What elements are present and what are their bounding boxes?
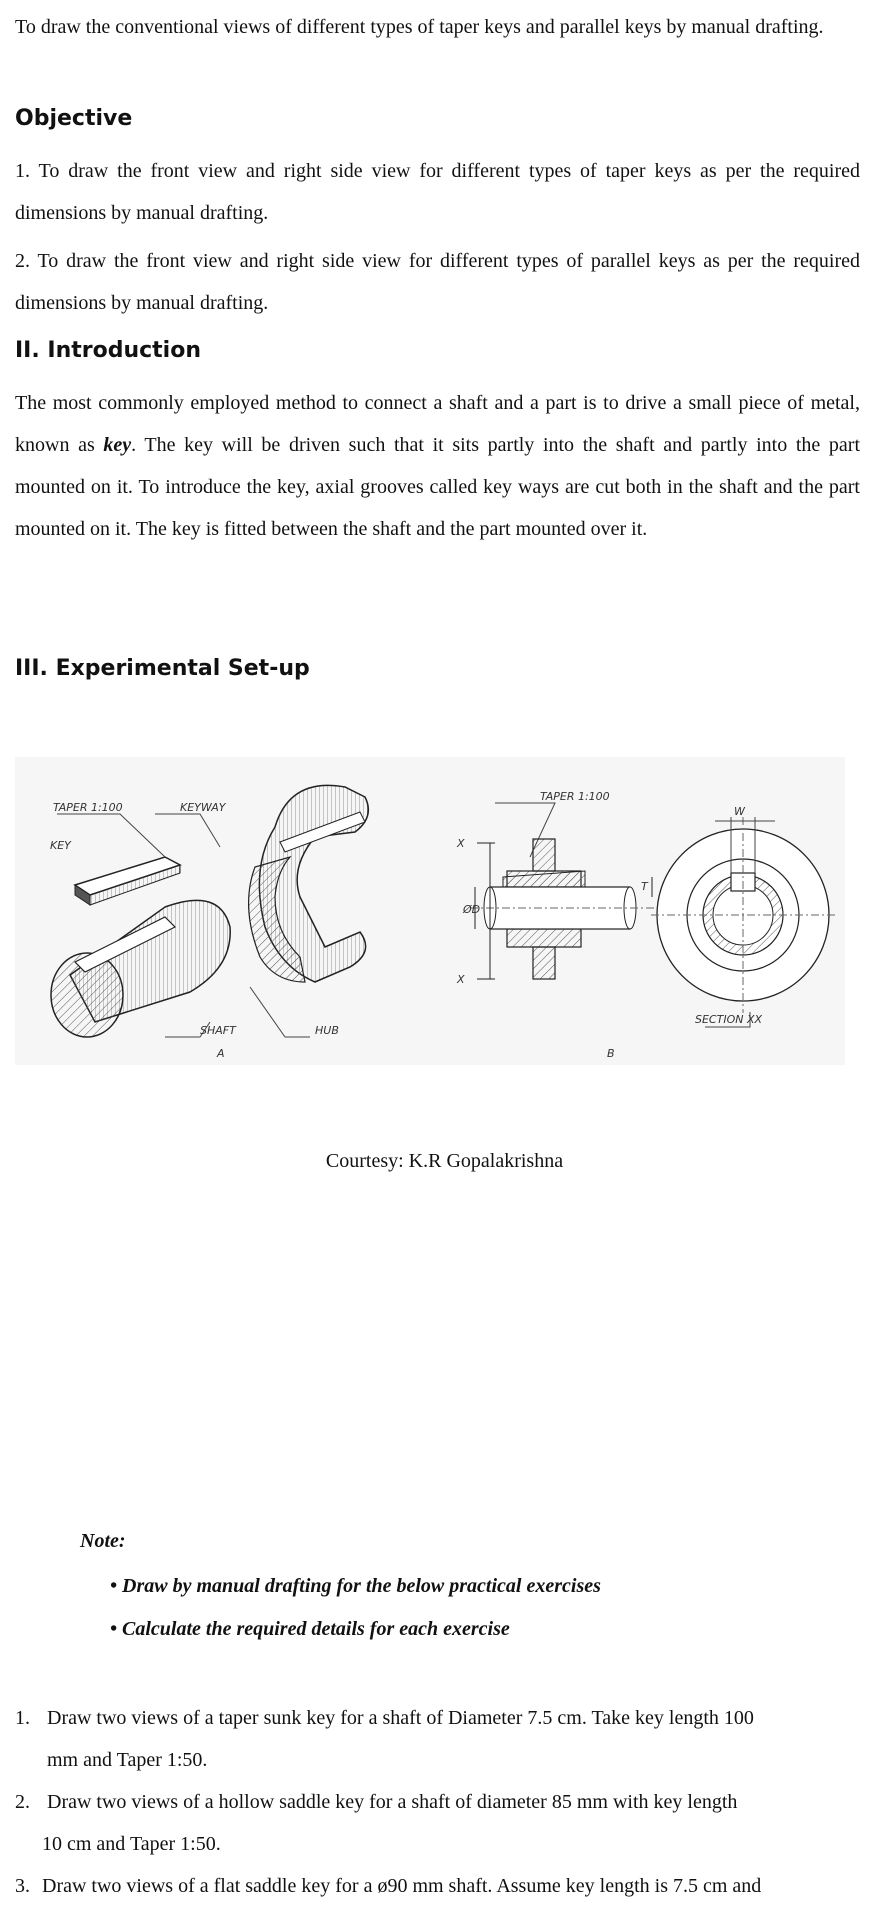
label-b: B (607, 1047, 615, 1060)
setup-heading: III. Experimental Set-up (15, 656, 310, 681)
label-x-bottom: X (457, 973, 465, 986)
label-key: KEY (50, 839, 71, 852)
note-bullet-2: • Calculate the required details for each exercise (110, 1618, 510, 1640)
key-assembly-figure (15, 757, 845, 1065)
introduction-text (15, 382, 860, 550)
note-bullet-1-text: Draw by manual drafting for the below practical exercises (122, 1575, 601, 1597)
objective-item-1 (15, 150, 860, 234)
note-bullet-1: • Draw by manual drafting for the below practical exercises (110, 1575, 601, 1597)
aim-paragraph (15, 6, 860, 48)
objective-item-2-text: 2. To draw the front view and right side view for different types of parallel keys as per the required dimensions by manual drafting. (15, 250, 860, 314)
exercise-2 (15, 1781, 860, 1865)
key-assembly-drawing (15, 757, 845, 1065)
side-view-drawing (651, 817, 835, 1013)
exercise-3-line1: Draw two views of a flat saddle key for a ø90 mm shaft. Assume key length is 7.5 cm and (42, 1875, 762, 1897)
intro-text-before: The most commonly employed method to connect a shaft and a part is to drive a small piece of metal, known as (15, 392, 860, 456)
label-taper-right: TAPER 1:100 (540, 790, 610, 803)
label-x-top: X (457, 837, 465, 850)
intro-keyword: key (103, 434, 132, 456)
label-hub: HUB (315, 1024, 339, 1037)
exercise-2-number: 2. (15, 1791, 30, 1813)
label-t: T (641, 880, 648, 893)
figure-courtesy: Courtesy: K.R Gopalakrishna (325, 1150, 564, 1172)
note-bullet-2-text: Calculate the required details for each exercise (122, 1618, 510, 1640)
exercise-1-line1: Draw two views of a taper sunk key for a shaft of Diameter 7.5 cm. Take key length 100 (47, 1707, 754, 1729)
aim-text: To draw the conventional views of different types of taper keys and parallel keys by manual drafting. (15, 16, 824, 38)
exercise-1-number: 1. (15, 1707, 30, 1729)
exercise-3-number: 3. (15, 1875, 30, 1897)
label-taper-left: TAPER 1:100 (53, 801, 123, 814)
hub-drawing (249, 785, 369, 982)
label-w: W (734, 805, 745, 818)
objective-item-2 (15, 240, 860, 324)
introduction-paragraph (15, 382, 860, 550)
label-section: SECTION XX (695, 1013, 763, 1026)
objective-heading: Objective (15, 106, 133, 131)
label-a: A (217, 1047, 225, 1060)
label-od: ØD (463, 903, 481, 916)
exercise-1-line2: mm and Taper 1:50. (47, 1749, 208, 1771)
key-drawing (75, 857, 180, 905)
exercise-3 (15, 1865, 860, 1907)
front-view-drawing (470, 839, 655, 979)
intro-text-after: . The key will be driven such that it sits partly into the shaft and partly into the part mounted on it. To introduce the key, axial grooves called key ways are cut both in the shaft and the part mounted on it. The key is fitted between the shaft and the part mounted over it. (15, 434, 860, 540)
shaft-drawing (51, 900, 230, 1037)
exercise-2-line1: Draw two views of a hollow saddle key for a shaft of diameter 85 mm with key length (47, 1791, 738, 1813)
label-shaft: SHAFT (200, 1024, 236, 1037)
introduction-heading: II. Introduction (15, 338, 202, 363)
exercise-1 (15, 1697, 860, 1781)
exercise-2-line2: 10 cm and Taper 1:50. (42, 1833, 221, 1855)
note-title: Note: (80, 1530, 126, 1552)
objective-item-1-text: 1. To draw the front view and right side view for different types of taper keys as per the required dimensions by manual drafting. (15, 160, 860, 224)
label-keyway: KEYWAY (180, 801, 226, 814)
